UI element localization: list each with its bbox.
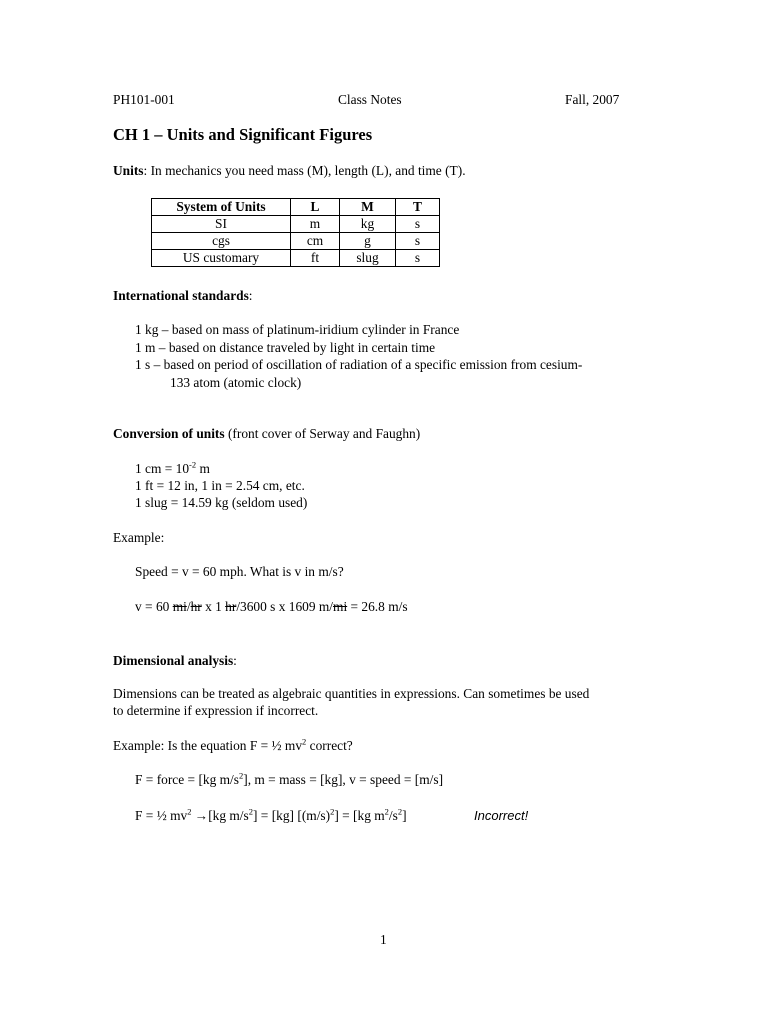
superscript: 2 xyxy=(239,770,244,781)
text: F = ½ mv xyxy=(135,808,188,823)
conversion-heading-text: Conversion of units xyxy=(113,426,225,441)
text: 1 cm = 10 xyxy=(135,461,190,476)
units-intro-text: : In mechanics you need mass (M), length (L), and time (T). xyxy=(143,163,466,178)
text: x 1 xyxy=(201,599,226,614)
table-row xyxy=(152,216,440,233)
example-question xyxy=(113,738,353,754)
doc-type: Class Notes xyxy=(338,92,402,107)
table-header-row xyxy=(152,199,440,216)
cancelled-unit: hr xyxy=(190,599,202,614)
definitions-line xyxy=(135,772,443,788)
text: ], m = mass = [kg], v = speed = [m/s] xyxy=(243,772,444,787)
text: F = force = [kg m/s xyxy=(135,772,239,787)
dimensional-colon: : xyxy=(233,653,237,668)
text: /s xyxy=(388,808,398,823)
superscript: 2 xyxy=(384,806,389,817)
superscript: 2 xyxy=(397,806,403,817)
table-cell: g xyxy=(340,233,396,250)
list-item: 1 m – based on distance traveled by light in certain time xyxy=(135,340,436,355)
col-header: System of Units xyxy=(152,199,291,216)
dimensional-heading xyxy=(113,653,237,669)
col-header: T xyxy=(396,199,440,216)
incorrect-verdict: Incorrect! xyxy=(474,808,529,823)
example-calculation xyxy=(135,599,408,615)
table-row xyxy=(152,250,440,267)
table-cell: slug xyxy=(340,250,396,267)
page-number: 1 xyxy=(380,932,387,947)
table-row xyxy=(152,233,440,250)
example-question: Speed = v = 60 mph. What is v in m/s? xyxy=(135,564,344,579)
list-item: 1 s – based on period of oscillation of radiation of a specific emission from cesium- xyxy=(135,357,583,372)
page-title: CH 1 – Units and Significant Figures xyxy=(113,125,373,144)
text: Example: Is the equation F = ½ mv xyxy=(113,738,303,753)
dimension-check-line xyxy=(135,808,407,824)
list-item: 1 kg – based on mass of platinum-iridium cylinder in France xyxy=(135,322,460,337)
text: v = 60 xyxy=(135,599,173,614)
table-cell: cm xyxy=(291,233,340,250)
text: →[kg m/s xyxy=(191,808,249,823)
table-cell: s xyxy=(396,216,440,233)
term: Fall, 2007 xyxy=(565,92,620,107)
units-table xyxy=(151,198,440,267)
list-item-continuation: 133 atom (atomic clock) xyxy=(170,375,302,390)
dimensional-heading-text: Dimensional analysis xyxy=(113,653,234,668)
col-header: L xyxy=(291,199,340,216)
superscript: -2 xyxy=(189,459,197,470)
text: ] = [kg] [(m/s) xyxy=(253,808,331,823)
table-cell: s xyxy=(396,233,440,250)
table-cell: US customary xyxy=(152,250,291,267)
cancelled-unit: hr xyxy=(225,599,237,614)
text: /3600 s x 1609 m/ xyxy=(236,599,334,614)
table-cell: cgs xyxy=(152,233,291,250)
conversion-heading-rest: (front cover of Serway and Faughn) xyxy=(224,426,421,441)
text: m xyxy=(196,461,210,476)
text: correct? xyxy=(306,738,353,753)
table-cell: SI xyxy=(152,216,291,233)
superscript: 2 xyxy=(248,806,253,817)
table-cell: m xyxy=(291,216,340,233)
units-intro xyxy=(113,163,466,179)
course-code: PH101-001 xyxy=(113,92,175,107)
text: = 26.8 m/s xyxy=(347,599,408,614)
superscript: 2 xyxy=(330,806,335,817)
col-header: M xyxy=(340,199,396,216)
units-label: Units xyxy=(113,163,144,178)
conversion-heading xyxy=(113,426,420,442)
table-cell: ft xyxy=(291,250,340,267)
cancelled-unit: mi xyxy=(333,599,348,614)
conversion-line: 1 slug = 14.59 kg (seldom used) xyxy=(135,495,308,510)
text: ] xyxy=(402,808,407,823)
conversion-line xyxy=(135,461,210,477)
superscript: 2 xyxy=(187,806,192,817)
standards-heading-text: International standards xyxy=(113,288,249,303)
standards-heading xyxy=(113,288,253,304)
paragraph-line: to determine if expression if incorrect. xyxy=(113,703,319,718)
paragraph-line: Dimensions can be treated as algebraic quantities in expressions. Can sometimes be used xyxy=(113,686,590,701)
standards-colon: : xyxy=(248,288,253,303)
conversion-line: 1 ft = 12 in, 1 in = 2.54 cm, etc. xyxy=(135,478,305,493)
example-label: Example: xyxy=(113,530,165,545)
cancelled-unit: mi xyxy=(172,599,187,614)
superscript: 2 xyxy=(302,736,307,747)
table-cell: kg xyxy=(340,216,396,233)
table-cell: s xyxy=(396,250,440,267)
text: ] = [kg m xyxy=(334,808,385,823)
text: / xyxy=(186,599,191,614)
